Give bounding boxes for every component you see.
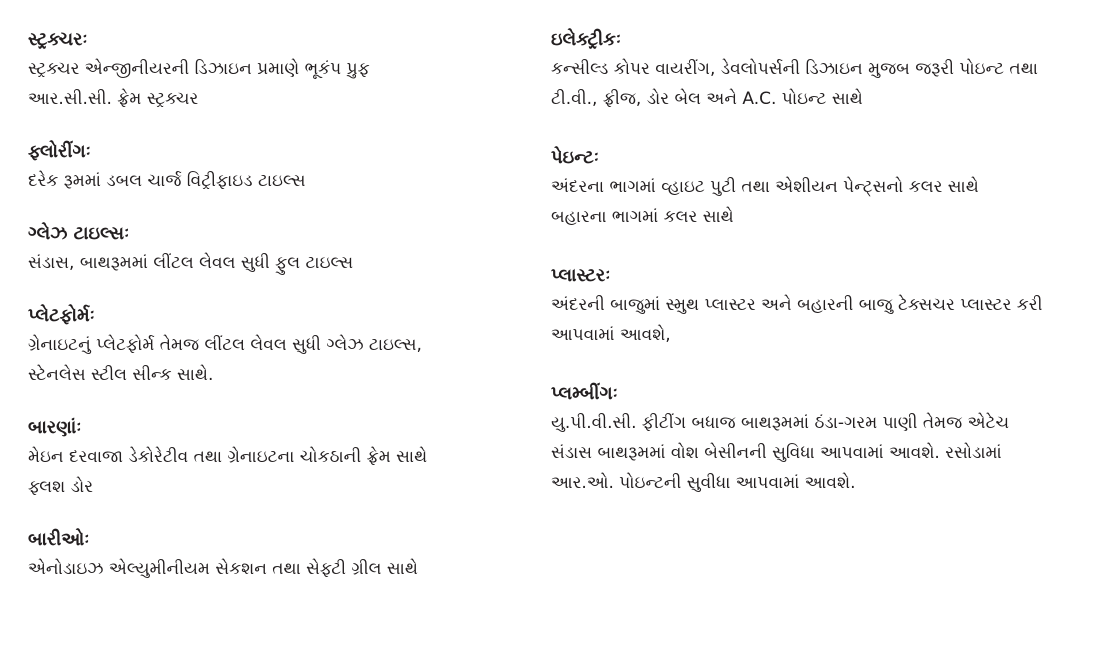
spec-paint [551,144,1081,232]
spec-line: સંડાસ બાથરૂમમાં વોશ બેસીનની સુવિધા આપવામાં આવશે. રસોડામાં [551,443,1002,463]
spec-heading-platform: પ્લેટફોર્મઃ [28,305,95,326]
spec-glaze-tiles [28,220,518,278]
spec-heading-flooring: ફ્લોરીંગઃ [28,141,91,162]
spec-heading-structure: સ્ટ્રક્ચરઃ [28,29,88,50]
spec-line: સ્ટેનલેસ સ્ટીલ સીન્ક સાથે. [28,365,214,385]
spec-line: ગ્રેનાઇટનું પ્લેટફોર્મ તેમજ લીંટલ લેવલ સુધી ગ્લેઝ ટાઇલ્સ, [28,335,422,355]
spec-windows [28,526,518,584]
spec-line: મેઇન દરવાજા ડેકોરેટીવ તથા ગ્રેનાઇટના ચોકઠાની ફ્રેમ સાથે [28,447,428,467]
spec-doors [28,414,518,502]
spec-line: યુ.પી.વી.સી. ફીટીંગ બધાજ બાથરૂમમાં ઠંડા-ગરમ પાણી તેમજ એટેચ [551,413,1010,433]
spec-platform [28,302,518,390]
spec-line: આર.સી.સી. ફ્રેમ સ્ટ્રક્ચર [28,89,199,109]
spec-heading-plaster: પ્લાસ્ટરઃ [551,265,611,286]
spec-line: બહારના ભાગમાં કલર સાથે [551,207,734,227]
spec-line: ટી.વી., ફ્રીજ, ડોર બેલ અને A.C. પોઇન્ટ સાથે [551,89,863,109]
spec-electrical [551,26,1081,114]
spec-line: દરેક રૂમમાં ડબલ ચાર્જ વિટ્રીફાઇડ ટાઇલ્સ [28,171,306,191]
spec-heading-windows: બારીઓઃ [28,529,90,550]
spec-line: આર.ઓ. પોઇન્ટની સુવીધા આપવામાં આવશે. [551,473,856,493]
spec-heading-plumbing: પ્લમ્બીંગઃ [551,383,618,404]
spec-heading-electrical: ઇલેક્ટ્રીકઃ [551,29,622,50]
right-spec-column [551,26,1081,528]
spec-heading-doors: બારણાંઃ [28,417,82,438]
spec-line: ફ્લશ ડોર [28,477,94,497]
spec-heading-paint: પેઇન્ટઃ [551,147,599,168]
spec-plumbing [551,380,1081,498]
spec-line: અંદરની બાજુમાં સ્મુથ પ્લાસ્ટર અને બહારની બાજુ ટેક્સચર પ્લાસ્ટર કરી [551,295,1043,315]
spec-line: આપવામાં આવશે, [551,325,671,345]
spec-plaster [551,262,1081,350]
spec-line: અંદરના ભાગમાં વ્હાઇટ પુટી તથા એશીયન પેન્ટ્સનો કલર સાથે [551,177,979,197]
spec-structure [28,26,518,114]
spec-line: એનોડાઇઝ એલ્યુમીનીયમ સેકશન તથા સેફ્ટી ગ્રીલ સાથે [28,559,418,579]
left-spec-column [28,26,518,608]
spec-line: કન્સીલ્ડ કોપર વાયરીંગ, ડેવલોપર્સની ડિઝાઇન મુજબ જરૂરી પોઇન્ટ તથા [551,59,1038,79]
spec-flooring [28,138,518,196]
spec-line: સ્ટ્રક્ચર એન્જીનીયરની ડિઝાઇન પ્રમાણે ભૂકંપ પ્રુફ [28,59,370,79]
spec-heading-glaze-tiles: ગ્લેઝ ટાઇલ્સઃ [28,223,130,244]
spec-line: સંડાસ, બાથરૂમમાં લીંટલ લેવલ સુધી ફુલ ટાઇલ્સ [28,253,354,273]
